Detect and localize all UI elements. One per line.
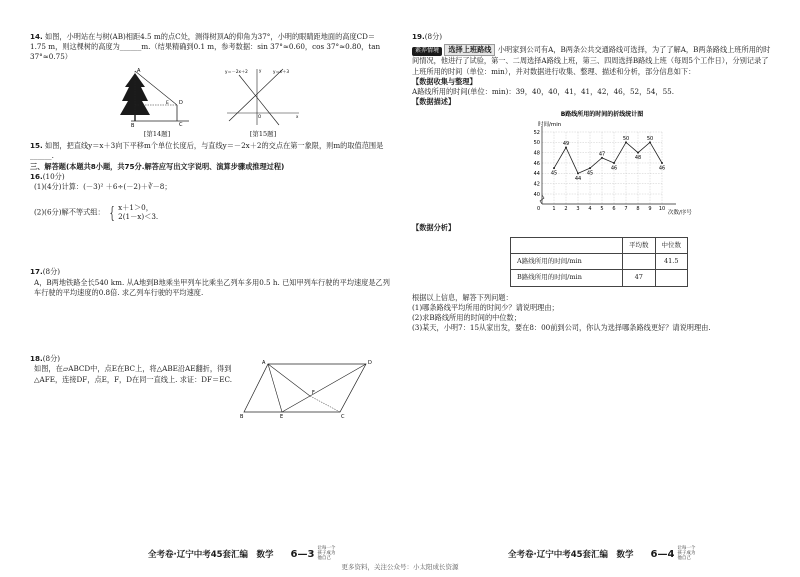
segment-fc — [310, 396, 340, 412]
q15-caption: [第15题] — [249, 129, 277, 138]
segment-af — [268, 364, 310, 396]
q19-score: (8分) — [424, 32, 443, 41]
q17-score: (8分) — [42, 267, 61, 277]
table-header-row — [511, 237, 688, 253]
footer-right — [508, 547, 699, 562]
x-label: x — [296, 113, 299, 119]
ineq-1: x＋1＞0， — [118, 203, 153, 213]
q19-highlight: 选择上班路线 — [444, 44, 495, 56]
parallelogram-abcd — [244, 364, 366, 412]
question-18 — [30, 354, 390, 418]
footer-right-page: 6—4 — [650, 548, 675, 560]
data-point — [553, 167, 555, 169]
line2-label: y＝x＋3 — [273, 68, 289, 74]
right-column — [412, 32, 772, 334]
y-tick-label: 52 — [533, 129, 540, 136]
data-label: 49 — [562, 140, 570, 147]
q15-text: 如图，把直线y＝x＋3向下平移m个单位长度后，与直线y＝－2x＋2的交点在第一象限，则m的取值范围是______. — [30, 141, 384, 161]
footer-left-slogan: 让每一个孩子成为他自己 — [317, 546, 336, 561]
q19-ask: 根据以上信息，解答下列问题： — [412, 292, 513, 302]
q16-part2 — [34, 204, 390, 221]
x-tick-label: 6 — [612, 205, 616, 212]
data-point — [613, 162, 615, 164]
data-point — [637, 151, 639, 153]
question-19 — [412, 32, 772, 334]
left-column — [30, 32, 390, 418]
tick-label-origin: 0 — [537, 205, 541, 212]
question-14 — [30, 32, 390, 63]
table-cell: A路线所用的时间/min — [511, 254, 623, 270]
label-B: B — [240, 414, 244, 419]
label-D: D — [179, 99, 183, 106]
q16-number: 16. — [30, 171, 43, 181]
x-tick-label: 7 — [624, 205, 628, 212]
x-tick-label: 1 — [552, 205, 556, 212]
data-label: 46 — [658, 165, 666, 172]
q17-text: A，B两地铁路全长540 km. 从A地到B地乘坐甲列车比乘坐乙列车多用0.5 h. 已知甲列车行驶的平均速度是乙列车行驶的平均速度的0.8倍. 求乙列车行驶的平均速度. — [34, 277, 390, 297]
chart-xlabel: 次数/序号 — [668, 209, 692, 216]
data-label: 47 — [598, 150, 606, 157]
y-tick-label: 44 — [533, 170, 540, 177]
collect-header: 【数据收集与整理】 — [412, 76, 477, 86]
q16-score: (10分) — [42, 171, 65, 181]
table-cell — [655, 270, 688, 286]
q15-number: 15. — [30, 141, 43, 151]
y-label: y — [259, 67, 262, 73]
label-B: B — [131, 122, 135, 127]
footer-right-title: 全考卷·辽宁中考45套汇编 数学 — [508, 549, 634, 560]
data-label: 44 — [574, 175, 582, 182]
q18-score: (8分) — [42, 354, 61, 364]
table-cell: B路线所用的时间/min — [511, 270, 623, 286]
q16-part2-intro: (2)(6分)解不等式组： — [34, 207, 105, 217]
q19-sub3: (3)某天，小明7：15从家出发，要在8：00前到公司，你认为选择哪条路线更好？请说明理由. — [412, 323, 711, 333]
data-point — [661, 162, 663, 164]
data-label: 45 — [550, 170, 558, 177]
question-15 — [30, 141, 390, 161]
q17-number: 17. — [30, 267, 43, 277]
y-tick-label: 46 — [533, 160, 540, 167]
y-tick-label: 40 — [533, 191, 540, 198]
x-tick-label: 3 — [576, 205, 580, 212]
q19-text: 小明家到公司有A，B两条公共交通路线可选择，为了了解A，B两条路线上班所用的时间情况，他进行了试验，第一、二周选择A路线上班，第三、四周选择B路线上班（每周5个工作日），分别记录了上班所用的时间（单位：min），并对数据进行收集、整理、描述和分析，部分信息如下： — [412, 45, 771, 76]
footer-right-slogan: 让每一个孩子成为他自己 — [677, 546, 696, 561]
label-A: A — [262, 360, 266, 367]
x-tick-label: 9 — [648, 205, 652, 212]
x-tick-label: 4 — [588, 205, 592, 212]
describe-header: 【数据描述】 — [412, 97, 456, 107]
y-tick-label: 50 — [533, 139, 540, 146]
table-row — [511, 270, 688, 286]
footnote: 更多资料，关注公众号：小太阳成长资源 — [341, 563, 459, 571]
q18-text: 如图，在▱ABCD中，点E在BC上，将△ABE沿AE翻折，得到△AFE，连接DF，点E，F，D在同一直线上. 求证：DF＝EC. — [34, 364, 232, 384]
b-route-line-chart — [412, 108, 772, 220]
figure-14 — [117, 65, 197, 139]
inequality-system — [107, 204, 158, 221]
chart-title: B路线所用的时间的折线统计图 — [560, 110, 644, 118]
data-label: 48 — [634, 154, 642, 161]
tree-figure — [117, 65, 197, 127]
segment-ed — [282, 364, 366, 412]
label-C: C — [341, 414, 345, 419]
table-row — [511, 254, 688, 270]
section-3-header: 三、解答题(本题共8小题，共75分.解答应写出文字说明、演算步骤或推理过程) — [30, 161, 285, 171]
origin-label: O — [258, 113, 262, 119]
lines-figure — [223, 65, 303, 127]
label-A: A — [137, 67, 141, 74]
x-tick-label: 2 — [564, 205, 568, 212]
data-point — [577, 172, 579, 174]
label-F: F — [312, 390, 315, 397]
data-label: 45 — [586, 170, 594, 177]
brace-icon: { — [109, 202, 115, 222]
x-tick-label: 10 — [658, 205, 666, 212]
table-cell — [623, 254, 656, 270]
x-tick-label: 8 — [636, 205, 640, 212]
series-line — [554, 142, 662, 173]
a-route-data: A路线所用的时间(单位：min)：39，40，40，41，41，42，46，52，54，55. — [412, 87, 675, 97]
analysis-header: 【数据分析】 — [412, 222, 456, 232]
q16-part1: (1)(4分)计算：(－3)² ＋6÷(－2)＋∛－8； — [34, 181, 172, 191]
y-tick-label: 42 — [533, 180, 540, 187]
ineq-2: 2(1－x)＜3. — [118, 211, 159, 221]
question-17 — [30, 267, 390, 298]
footer-left-page: 6—3 — [290, 548, 315, 560]
parallelogram-figure — [240, 354, 380, 418]
footer-left-title: 全考卷·辽宁中考45套汇编 数学 — [148, 549, 274, 560]
footer-left — [148, 547, 339, 562]
data-label: 46 — [610, 165, 618, 172]
y-tick-label: 48 — [533, 149, 540, 156]
q14-caption: [第14题] — [143, 129, 171, 138]
table-header-cell: 中位数 — [655, 237, 688, 253]
data-label: 50 — [622, 135, 630, 142]
label-E: E — [166, 100, 169, 106]
data-label: 50 — [646, 135, 654, 142]
chart-ylabel: 时间/min — [538, 121, 562, 128]
q18-number: 18. — [30, 354, 43, 364]
figures-row — [30, 65, 390, 139]
label-D: D — [368, 360, 372, 367]
q19-number: 19. — [412, 32, 425, 41]
stats-table — [510, 237, 688, 287]
table-header-cell: 平均数 — [623, 237, 656, 253]
q14-text: 如图，小明站在与树(AB)相距4.5 m的点C处，测得树顶A的仰角为37°，小明的眼睛距地面的高度CD＝1.75 m，则这棵树的高度为______m.（结果精确到0.1 m，参考数据：sin 37°≈0.60，cos 37°≈0.80，tan 37°≈0.75） — [30, 32, 381, 62]
data-point — [589, 167, 591, 169]
q19-sub1: (1)哪条路线平均所用的时间少？请说明理由； — [412, 302, 559, 312]
q19-tag: 素养情境 — [412, 47, 442, 56]
figure-15 — [223, 65, 303, 139]
label-C: C — [179, 121, 183, 127]
q19-sub2: (2)求B路线所用的时间的中位数； — [412, 313, 521, 323]
label-E: E — [280, 414, 284, 419]
q14-number: 14. — [30, 32, 43, 41]
segment-ae — [268, 364, 282, 412]
x-tick-label: 5 — [600, 205, 604, 212]
table-cell: 41.5 — [655, 254, 688, 270]
table-header-cell — [511, 237, 623, 253]
question-16 — [30, 172, 390, 222]
line1-label: y＝－2x＋2 — [225, 68, 248, 74]
table-cell: 47 — [623, 270, 656, 286]
